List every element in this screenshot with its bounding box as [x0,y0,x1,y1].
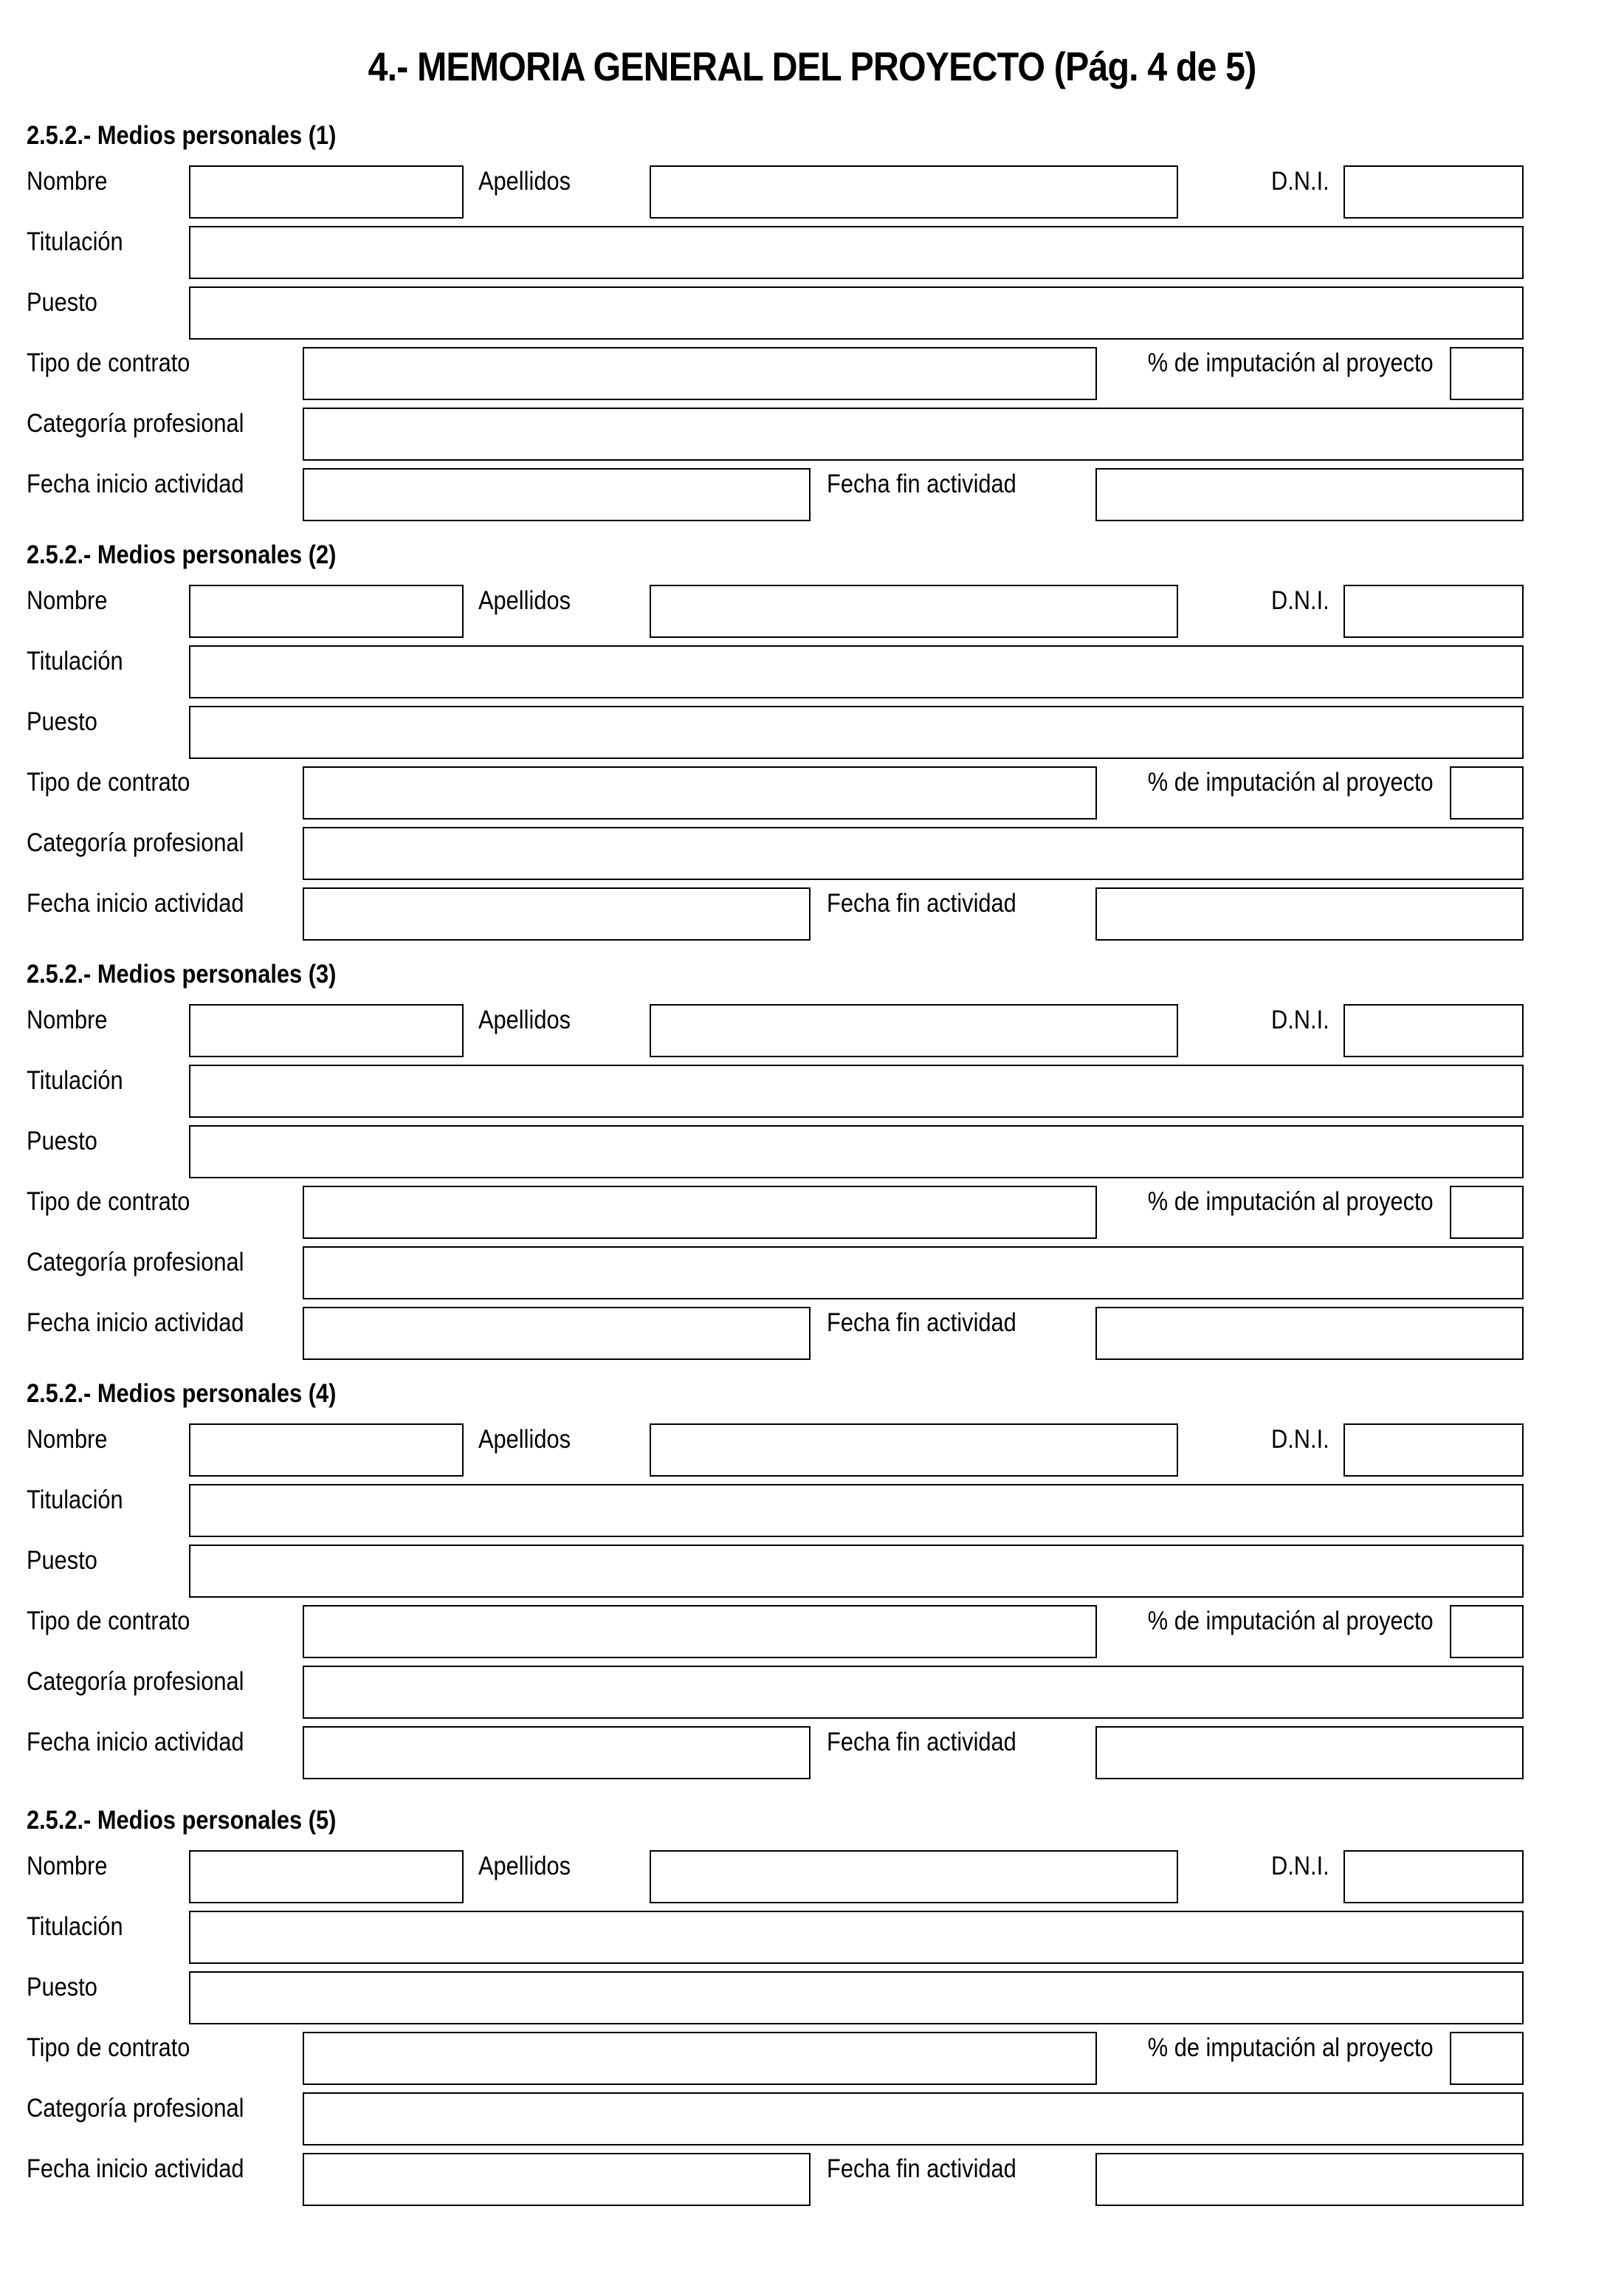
fecha-inicio-label: Fecha inicio actividad [27,889,244,918]
fecha-fin-field[interactable] [1095,1726,1524,1779]
dni-field[interactable] [1343,1423,1524,1477]
puesto-field[interactable] [189,1545,1524,1598]
dni-label: D.N.I. [1271,1425,1329,1454]
puesto-label: Puesto [27,1973,97,2002]
fecha-inicio-field[interactable] [303,2153,811,2206]
nombre-label: Nombre [27,1425,108,1454]
fecha-inicio-label: Fecha inicio actividad [27,1728,244,1756]
nombre-field[interactable] [189,1423,464,1477]
fecha-inicio-field[interactable] [303,1726,811,1779]
nombre-label: Nombre [27,1852,108,1880]
apellidos-label: Apellidos [478,1425,571,1454]
titulacion-label: Titulación [27,227,123,256]
fecha-inicio-field[interactable] [303,468,811,521]
fecha-fin-field[interactable] [1095,468,1524,521]
nombre-field[interactable] [189,165,464,219]
titulacion-label: Titulación [27,1066,123,1095]
tipo-contrato-label: Tipo de contrato [27,1187,190,1216]
titulacion-field[interactable] [189,1065,1524,1118]
categoria-label: Categoría profesional [27,828,244,857]
section-title: 2.5.2.- Medios personales (2) [27,540,337,569]
dni-field[interactable] [1343,165,1524,219]
fecha-inicio-field[interactable] [303,887,811,941]
titulacion-label: Titulación [27,647,123,676]
categoria-field[interactable] [303,827,1524,880]
nombre-field[interactable] [189,585,464,638]
apellidos-field[interactable] [650,1004,1178,1057]
fecha-inicio-label: Fecha inicio actividad [27,2154,244,2183]
fecha-fin-label: Fecha fin actividad [827,889,1016,918]
fecha-fin-field[interactable] [1095,887,1524,941]
imputacion-label: % de imputación al proyecto [1148,1607,1434,1635]
titulacion-field[interactable] [189,645,1524,698]
imputacion-label: % de imputación al proyecto [1148,768,1434,797]
dni-field[interactable] [1343,1850,1524,1903]
puesto-label: Puesto [27,1546,97,1575]
apellidos-label: Apellidos [478,586,571,615]
apellidos-field[interactable] [650,1850,1178,1903]
apellidos-label: Apellidos [478,167,571,196]
categoria-label: Categoría profesional [27,1248,244,1277]
apellidos-field[interactable] [650,165,1178,219]
puesto-label: Puesto [27,288,97,317]
puesto-field[interactable] [189,1971,1524,2024]
categoria-field[interactable] [303,1666,1524,1719]
tipo-contrato-label: Tipo de contrato [27,768,190,797]
categoria-field[interactable] [303,1246,1524,1299]
puesto-field[interactable] [189,1125,1524,1178]
apellidos-label: Apellidos [478,1852,571,1880]
categoria-field[interactable] [303,2092,1524,2145]
dni-label: D.N.I. [1271,1852,1329,1880]
dni-label: D.N.I. [1271,167,1329,196]
nombre-label: Nombre [27,586,108,615]
section-title: 2.5.2.- Medios personales (3) [27,960,337,989]
titulacion-label: Titulación [27,1912,123,1941]
nombre-field[interactable] [189,1850,464,1903]
imputacion-field[interactable] [1450,347,1524,400]
categoria-label: Categoría profesional [27,1667,244,1696]
puesto-field[interactable] [189,706,1524,759]
dni-label: D.N.I. [1271,586,1329,615]
titulacion-field[interactable] [189,1911,1524,1964]
dni-field[interactable] [1343,1004,1524,1057]
apellidos-field[interactable] [650,1423,1178,1477]
imputacion-label: % de imputación al proyecto [1148,348,1434,377]
categoria-label: Categoría profesional [27,2094,244,2123]
fecha-inicio-label: Fecha inicio actividad [27,470,244,498]
nombre-label: Nombre [27,1006,108,1034]
fecha-fin-label: Fecha fin actividad [827,470,1016,498]
fecha-fin-label: Fecha fin actividad [827,1728,1016,1756]
tipo-contrato-field[interactable] [303,1186,1097,1239]
section-title: 2.5.2.- Medios personales (4) [27,1379,337,1408]
fecha-fin-field[interactable] [1095,1307,1524,1360]
fecha-inicio-label: Fecha inicio actividad [27,1308,244,1337]
titulacion-field[interactable] [189,226,1524,279]
tipo-contrato-field[interactable] [303,2032,1097,2085]
section-title: 2.5.2.- Medios personales (5) [27,1806,337,1835]
page-title: 4.- MEMORIA GENERAL DEL PROYECTO (Pág. 4 de 5) [368,44,1256,89]
dni-label: D.N.I. [1271,1006,1329,1034]
puesto-label: Puesto [27,1127,97,1155]
imputacion-field[interactable] [1450,1186,1524,1239]
categoria-field[interactable] [303,408,1524,461]
imputacion-field[interactable] [1450,2032,1524,2085]
imputacion-field[interactable] [1450,1605,1524,1658]
personnel-section-3 [0,960,1624,1381]
puesto-label: Puesto [27,707,97,736]
imputacion-label: % de imputación al proyecto [1148,1187,1434,1216]
puesto-field[interactable] [189,286,1524,340]
fecha-fin-field[interactable] [1095,2153,1524,2206]
fecha-fin-label: Fecha fin actividad [827,1308,1016,1337]
section-title: 2.5.2.- Medios personales (1) [27,121,337,150]
categoria-label: Categoría profesional [27,409,244,438]
personnel-section-4 [0,1379,1624,1800]
apellidos-label: Apellidos [478,1006,571,1034]
imputacion-field[interactable] [1450,766,1524,820]
nombre-label: Nombre [27,167,108,196]
tipo-contrato-label: Tipo de contrato [27,2033,190,2062]
imputacion-label: % de imputación al proyecto [1148,2033,1434,2062]
apellidos-field[interactable] [650,585,1178,638]
dni-field[interactable] [1343,585,1524,638]
titulacion-field[interactable] [189,1484,1524,1537]
tipo-contrato-field[interactable] [303,1605,1097,1658]
fecha-fin-label: Fecha fin actividad [827,2154,1016,2183]
personnel-section-5 [0,1806,1624,2227]
tipo-contrato-label: Tipo de contrato [27,1607,190,1635]
personnel-section-1 [0,121,1624,542]
fecha-inicio-field[interactable] [303,1307,811,1360]
titulacion-label: Titulación [27,1485,123,1514]
personnel-section-2 [0,540,1624,961]
tipo-contrato-field[interactable] [303,347,1097,400]
nombre-field[interactable] [189,1004,464,1057]
tipo-contrato-label: Tipo de contrato [27,348,190,377]
tipo-contrato-field[interactable] [303,766,1097,820]
